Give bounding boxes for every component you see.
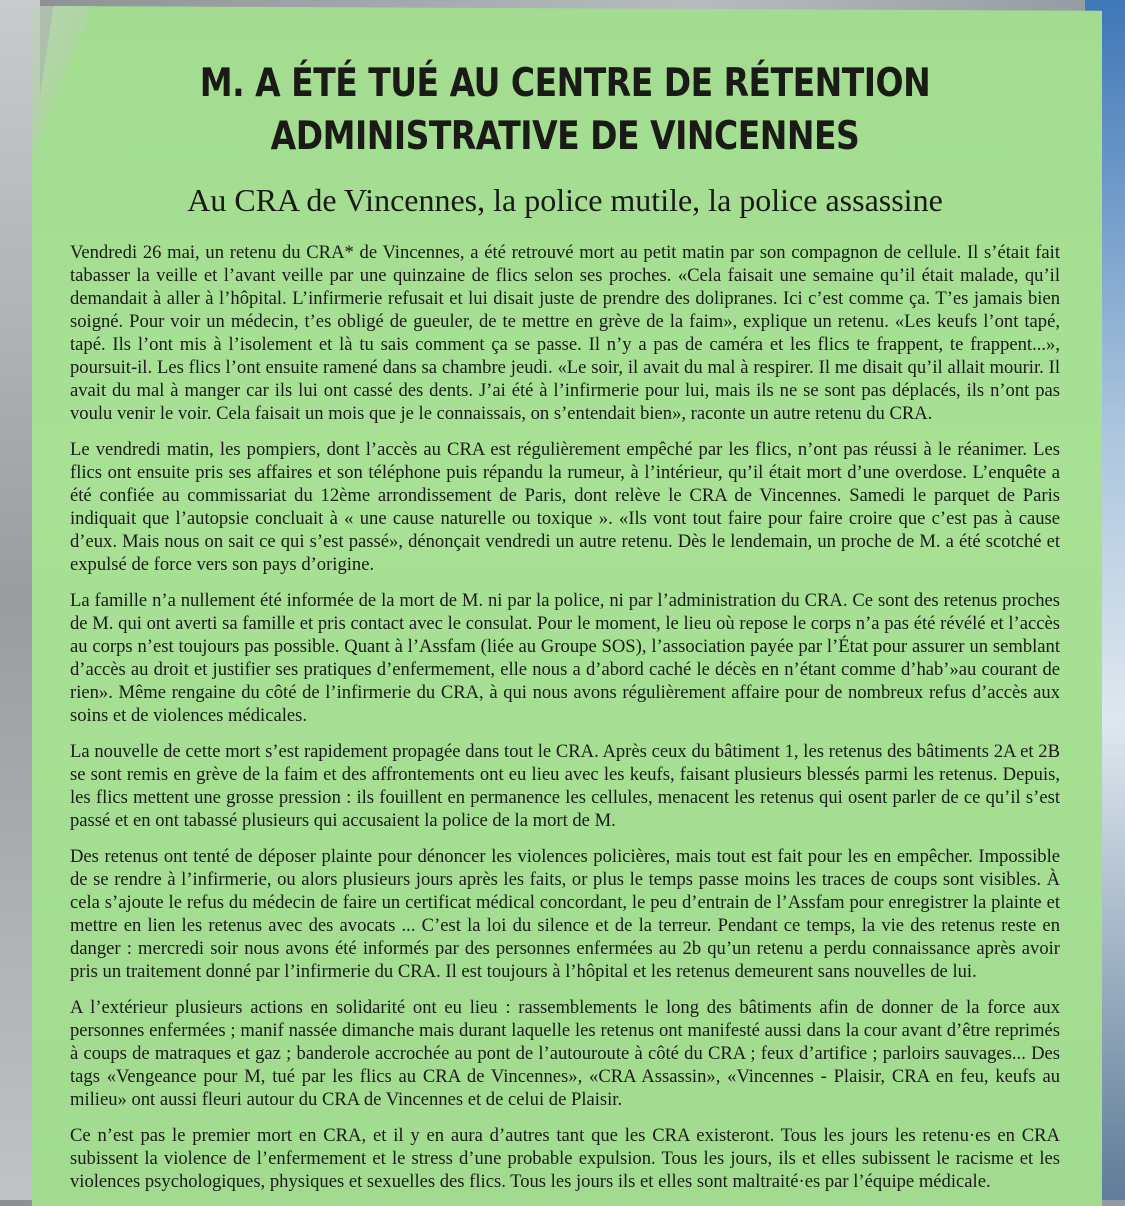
poster-content xyxy=(70,58,1060,1193)
poster-body xyxy=(70,241,1060,1193)
paragraph-6: A l’extérieur plusieurs actions en solidarité ont eu lieu : rassemblements le long des bâtiments afin de donner de la force aux personnes enfermées ; manif nassée dimanche mais durant laquelle les retenus ont manifesté aussi dans la cour avant d’être reprimés à coups de matraques et gaz ; banderole accrochée au pont de l’autourоute à côté du CRA ; feux d’artifice ; parloirs sauvages... Des tags «Vengeance pour M, tué par les flics au CRA de Vincennes», «CRA Assassin», «Vincennes - Plaisir, CRA en feu, keufs au milieu» ont aussi fleuri autour du CRA de Vincennes et de celui de Plaisir. xyxy=(70,997,1060,1110)
paragraph-3: La famille n’a nullement été informée de la mort de M. ni par la police, ni par l’administration du CRA. Ce sont des retenus proches de M. qui ont averti sa famille et pris contact avec le consulat. Pour le moment, le lieu où repose le corps n’a pas été révélé et l’accès au corps n’est toujours pas possible. Quant à l’Assfam (liée au Groupe SOS), l’association payée par l’État pour assurer un semblant d’accès au droit et justifier ses pratiques d’enfermement, elle nous a d’abord caché le décès en n’étant comme d’hab’»au courant de rien». Même rengaine du côté de l’infirmerie du CRA, à qui nous avons régulièrement affaire pour de nombreux refus d’accès aux soins et de violences médicales. xyxy=(70,590,1060,726)
poster-title: M. A ÉTÉ TUÉ AU CENTRE DE RÉTENTION ADMINISTRATIVE DE VINCENNES xyxy=(199,59,931,159)
paragraph-5: Des retenus ont tenté de déposer plainte pour dénoncer les violences policières, mais tout est fait pour les en empêcher. Impossible de se rendre à l’infirmerie, ou alors plusieurs jours après les faits, or plus le temps passe moins les traces de coups sont visibles. À cela s’ajoute le refus du médecin de faire un certificat médical concordant, le peu d’entrain de l’Assfam pour enregistrer la plainte et mettre en lien les retenus avec des avocats ... C’est la loi du silence et de la terreur. Pendant ce temps, la vie des retenus reste en danger : mercredi soir nous avons été informés par des personnes enfermées au 2b qu’un retenu a perdu connaissance après avoir pris un traitement donné par l’infirmerie du CRA. Il est toujours à l’hôpital et les retenus demeurent sans nouvelles de lui. xyxy=(70,846,1060,982)
poster-subtitle: Au CRA de Vincennes, la police mutile, la police assassine xyxy=(187,182,943,218)
paragraph-7: Ce n’est pas le premier mort en CRA, et il y en aura d’autres tant que les CRA existeront. Tous les jours les retenu·es en CRA subissent la violence de l’enfermement et le stress d’une probable expulsion. Tous les jours, ils et elles subissent le racisme et les violences psychologiques, physiques et sexuelles des flics. Tous les jours ils et elles sont maltraité·es par l’équipe médicale. xyxy=(70,1125,1060,1192)
paragraph-4: La nouvelle de cette mort s’est rapidement propagée dans tout le CRA. Après ceux du bâtiment 1, les retenus des bâtiments 2A et 2B se sont remis en grève de la faim et des affrontements ont eu lieu avec les keufs, faisant plusieurs blessés parmi les retenus. Depuis, les flics mettent une grosse pression : ils fouillent en permanence les cellules, menacent les retenus qui osent parler de ce qu’il s’est passé et en ont tabassé plusieurs qui accusaient la police de la mort de M. xyxy=(70,741,1060,831)
paragraph-2: Le vendredi matin, les pompiers, dont l’accès au CRA est régulièrement empêché par les flics, n’ont pas réussi à le réanimer. Les flics ont ensuite pris ses affaires et son téléphone puis répandu la rumeur, à l’intérieur, qu’il était mort d’une overdose. L’enquête a été confiée au commissariat du 12ème arrondissement de Paris, dont relève le CRA de Vincennes. Samedi le parquet de Paris indiquait que l’autopsie concluait à « une cause naturelle ou toxique ». «Ils vont tout faire pour faire croire que c’est pas à cause d’eux. Mais nous on sait ce qui s’est passé», dénonçait vendredi un autre retenu. Dès le lendemain, un proche de M. a été scotché et expulsé de force vers son pays d’origine. xyxy=(70,439,1060,575)
paragraph-1: Vendredi 26 mai, un retenu du CRA* de Vincennes, a été retrouvé mort au petit matin par son compagnon de cellule. Il s’était fait tabasser la veille et l’avant veille par une quinzaine de flics selon ses proches. «Cela faisait une semaine qu’il était malade, qu’il demandait à aller à l’hôpital. L’infirmerie refusait et lui disait juste de prendre des dolipranes. Ici c’est comme ça. T’es jamais bien soigné. Pour voir un médecin, t’es obligé de gueuler, de te mettre en grève de la faim», explique un retenu. «Les keufs l’ont tapé, tapé. Ils l’ont mis à l’isolement et là tu sais comment ça se passe. Il n’y a pas de caméra et les flics te frappent, te frappent...», poursuit-il. Les flics l’ont ensuite ramené dans sa chambre jeudi. «Le soir, il avait du mal à respirer. Il me disait qu’il allait mourir. Il avait du mal à manger car ils lui ont cassé des dents. J’ai été à l’infirmerie pour lui, mais ils ne se sont pas déplacés, ils n’ont pas voulu venir le voir. Cela faisait un mois que je le connaissais, on s’entendait bien», raconte un autre retenu du CRA. xyxy=(70,242,1060,424)
